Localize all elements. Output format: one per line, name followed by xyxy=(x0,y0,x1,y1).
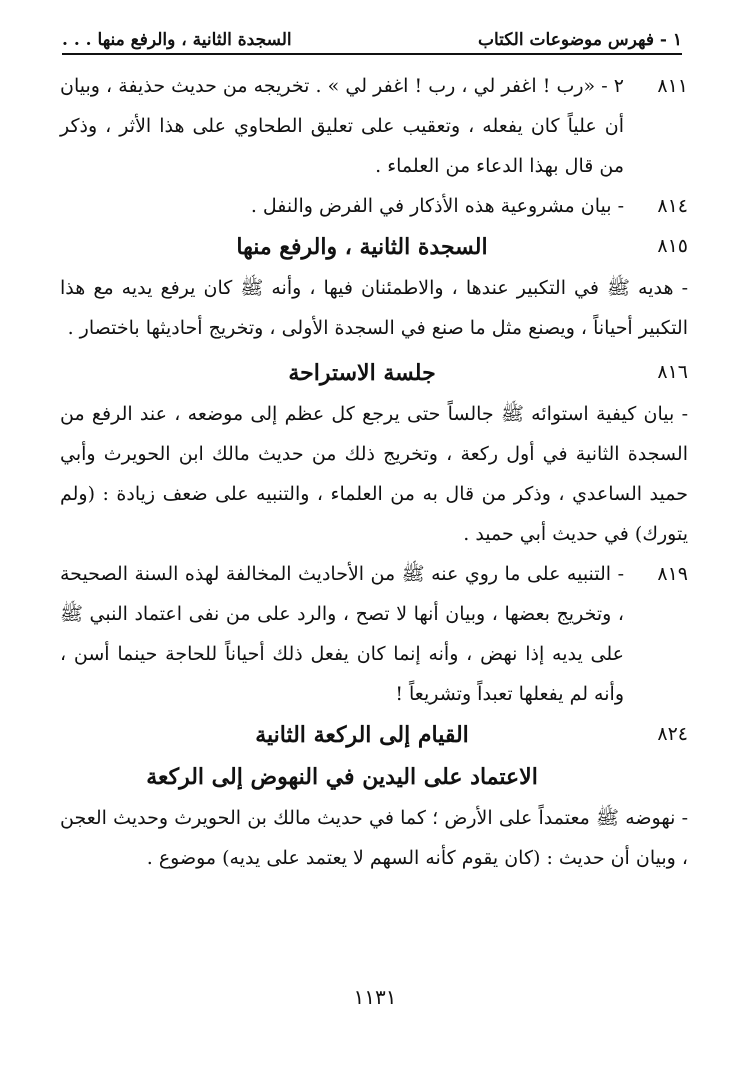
page-ref: ٨٢٤ xyxy=(657,723,688,745)
page-ref: ٨١١ xyxy=(657,75,688,97)
index-entry xyxy=(60,798,688,878)
section-heading: جلسة الاستراحة xyxy=(288,360,436,386)
page-ref: ٨١٤ xyxy=(657,195,688,217)
entry-text: - بيان كيفية استوائه ﷺ جالساً حتى يرجع كل عظم إلى موضعه ، عند الرفع من السجدة الثانية في أول ركعة ، وتخريج ذلك من حديث مالك ابن الحويرث وأبي حميد الساعدي ، وذكر من قال به من العلماء ، والتنبيه على ضعف زيادة : (ولم يتورك) في حديث أبي حميد . xyxy=(60,403,688,545)
index-entry xyxy=(60,268,688,348)
section-heading-row xyxy=(60,226,688,268)
index-entry xyxy=(60,186,688,226)
page-number: ١١٣١ xyxy=(353,985,397,1009)
entry-text: ٢ - «رب ! اغفر لي ، رب ! اغفر لي » . تخريجه من حديث حذيفة ، وبيان أن علياً كان يفعله ، وتعقيب على تعليق الطحاوي على هذا الأثر ، وذكر من قال بهذا الدعاء من العلماء . xyxy=(60,75,624,177)
entry-text: - نهوضه ﷺ معتمداً على الأرض ؛ كما في حديث مالك بن الحويرث وحديث العجن ، وبيان أن حديث : (كان يقوم كأنه السهم لا يعتمد على يديه) موضوع . xyxy=(60,807,688,869)
header-chapter-title: السجدة الثانية ، والرفع منها . . . xyxy=(62,30,292,50)
page-ref: ٨١٩ xyxy=(657,563,688,585)
header-divider xyxy=(62,53,682,55)
section-heading: القيام إلى الركعة الثانية xyxy=(255,722,469,748)
entry-text: - هديه ﷺ في التكبير عندها ، والاطمئنان فيها ، وأنه ﷺ كان يرفع يديه مع هذا التكبير أحياناً ، ويصنع مثل ما صنع في السجدة الأولى ، وتخريج أحاديثها باختصار . xyxy=(60,277,688,339)
section-heading-row xyxy=(60,352,688,394)
sub-heading: الاعتماد على اليدين في النهوض إلى الركعة xyxy=(146,764,538,790)
page-ref: ٨١٦ xyxy=(657,361,688,383)
entry-text: - التنبيه على ما روي عنه ﷺ من الأحاديث المخالفة لهذه السنة الصحيحة ، وتخريج بعضها ، وبيان أنها لا تصح ، والرد على من نفى اعتماد النبي ﷺ على يديه إذا نهض ، وأنه إنما كان يفعل ذلك أحياناً للحاجة حينما أسن ، وأنه لم يفعلها تعبداً وتشريعاً ! xyxy=(60,563,624,705)
section-heading: السجدة الثانية ، والرفع منها xyxy=(236,234,488,260)
header-book-section: ١ - فهرس موضوعات الكتاب xyxy=(477,30,682,50)
entry-text: - بيان مشروعية هذه الأذكار في الفرض والنفل . xyxy=(250,195,624,217)
index-entry xyxy=(60,66,688,186)
running-header xyxy=(62,22,682,50)
page-ref: ٨١٥ xyxy=(657,235,688,257)
index-entry xyxy=(60,554,688,714)
index-entry xyxy=(60,394,688,554)
section-heading-row xyxy=(60,714,688,756)
index-entries xyxy=(60,66,688,878)
